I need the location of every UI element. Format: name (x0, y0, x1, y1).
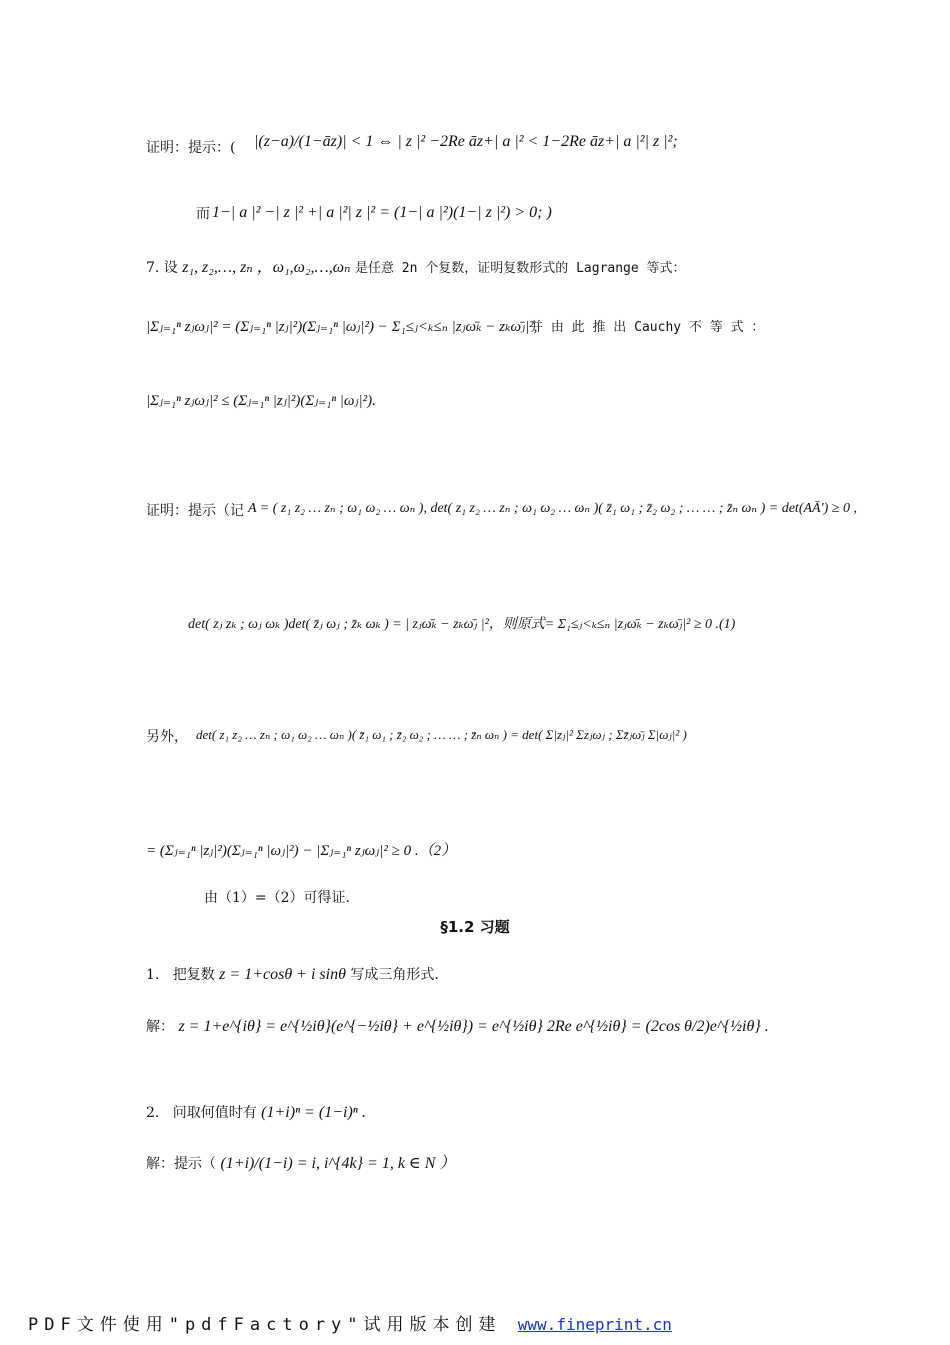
proof7-other-math: det( z₁ z₂ … zₙ ; ω₁ ω₂ … ωₙ )( z̄₁ ω₁ ; z̄₂ ω₂ ; … … ; z̄ₙ ωₙ ) = det( Σ|zⱼ|² Σzⱼωⱼ ; Σz̄ⱼω̄ⱼ Σ|ωⱼ|² ) (196, 727, 687, 742)
proof6-second-prefix: 而 (196, 206, 210, 222)
exercise-1-question (146, 965, 439, 984)
proof7-result-math: = (Σⱼ₌₁ⁿ |zⱼ|²)(Σⱼ₌₁ⁿ |ωⱼ|²) − |Σⱼ₌₁ⁿ zⱼωⱼ|² ≥ 0 .（2） (146, 843, 457, 859)
proof7-other-line (146, 729, 188, 746)
proof6-line (146, 140, 235, 157)
exercise-2-answer-prefix: 解：提示（ (146, 1156, 216, 1172)
exercise-2-question (146, 1103, 366, 1122)
proof6-math: |(z−a)/(1−āz)| < 1 ⇔ | z |² −2Re āz+| a |² < 1−2Re āz+| a |²| z |²; (254, 133, 678, 150)
proof7-conclusion-line (204, 890, 350, 907)
exercise-1-answer-prefix: 解： (146, 1019, 174, 1035)
proof7-det-pair (188, 617, 735, 634)
q7-line (146, 258, 686, 277)
section-title: §1.2 习题 (440, 918, 510, 936)
exercise-1-question-math: z = 1+cosθ + i sinθ (219, 966, 346, 983)
exercise-2-answer-math: (1+i)/(1−i) = i, i^{4k} = 1, k ∈ N ） (220, 1155, 456, 1172)
q7-cauchy-text: 并 由 此 推 出 Cauchy 不 等 式 ： (530, 320, 765, 335)
q7-identity-math: |Σⱼ₌₁ⁿ zⱼωⱼ|² = (Σⱼ₌₁ⁿ |zⱼ|²)(Σⱼ₌₁ⁿ |ωⱼ|²) − Σ₁≤ⱼ<ₖ≤ₙ |zⱼω̄ₖ − zₖω̄ⱼ|², (146, 319, 538, 335)
proof7-line (146, 503, 244, 520)
exercise-1-answer (146, 1017, 769, 1036)
exercise-1-number: 1. (146, 967, 160, 983)
q7-cauchy-math: |Σⱼ₌₁ⁿ zⱼωⱼ|² ≤ (Σⱼ₌₁ⁿ |zⱼ|²)(Σⱼ₌₁ⁿ |ωⱼ|²). (146, 393, 376, 409)
proof7-matrix (248, 501, 857, 518)
proof6-second-line (196, 206, 210, 223)
proof6-prefix: 证明：提示：( (146, 140, 236, 156)
exercise-2-question-math: (1+i)ⁿ = (1−i)ⁿ . (261, 1104, 366, 1121)
q7-prefix: 7. 设 (146, 260, 178, 276)
q7-vars: z₁, z₂,…, zₙ ，ω₁,ω₂,…,ωₙ (182, 259, 351, 276)
q7-cauchy-text-line (530, 320, 764, 336)
proof7-conclusion: 由（1）=（2）可得证. (204, 890, 350, 906)
footer-text: PDF文件使用"pdfFactory"试用版本创建 (28, 1315, 502, 1335)
q7-cauchy (146, 392, 376, 410)
footer-link[interactable]: www.fineprint.cn (517, 1315, 672, 1334)
proof7-other (196, 727, 687, 743)
proof6-formula (254, 132, 678, 151)
q7-identity (146, 318, 537, 336)
proof6-second-math: 1−| a |² −| z |² +| a |²| z |² = (1−| a |²)(1−| z |²) > 0; ) (212, 204, 552, 221)
proof6-second-formula (212, 203, 552, 222)
proof7-det-pair-math: det( zⱼ zₖ ; ωⱼ ωₖ )det( z̄ⱼ ωⱼ ; z̄ₖ ωₖ ) = | zⱼω̄ₖ − zₖω̄ⱼ |²，则原式= Σ₁≤ⱼ<ₖ≤ₙ |zⱼω̄ₖ − zₖω̄ⱼ|² ≥ 0 .(1) (188, 617, 736, 632)
exercise-1-question-prefix: 把复数 (172, 967, 215, 983)
proof7-other-prefix: 另外， (146, 729, 188, 745)
pdf-footer (28, 1310, 672, 1335)
exercise-1-answer-math: z = 1+e^{iθ} = e^{½iθ}(e^{−½iθ} + e^{½iθ}) = e^{½iθ} 2Re e^{½iθ} = (2cos θ/2)e^{½iθ} . (178, 1018, 769, 1035)
proof7-result (146, 842, 456, 860)
exercise-2-number: 2. (146, 1105, 160, 1121)
proof7-matrix-math: A = ( z₁ z₂ … zₙ ; ω₁ ω₂ … ωₙ ), det( z₁ z₂ … zₙ ; ω₁ ω₂ … ωₙ )( z̄₁ ω₁ ; z̄₂ ω₂ ; … … ; z̄ₙ ωₙ ) = det(AĀ′) ≥ 0 , (248, 501, 857, 516)
proof7-prefix: 证明：提示（记 (146, 503, 244, 519)
q7-text: 是任意 2n 个复数，证明复数形式的 Lagrange 等式： (354, 261, 686, 276)
exercise-2-question-prefix: 问取何值时有 (172, 1105, 257, 1121)
exercise-2-answer (146, 1154, 455, 1173)
exercise-1-question-suffix: 写成三角形式. (350, 967, 439, 983)
